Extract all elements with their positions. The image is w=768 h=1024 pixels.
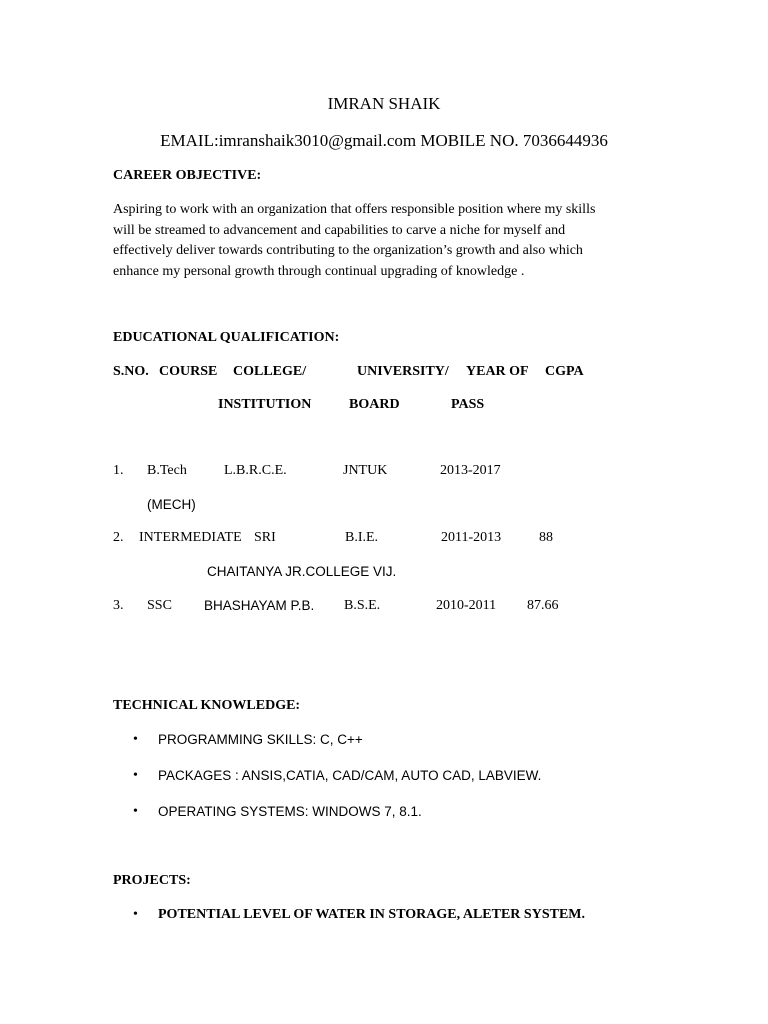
row3-cgpa: 87.66 xyxy=(527,598,559,613)
row1-course-sub: (MECH) xyxy=(147,497,196,512)
contact-line: EMAIL:imranshaik3010@gmail.com MOBILE NO. 7036644936 xyxy=(160,131,608,150)
row3-year: 2010-2011 xyxy=(436,598,497,613)
col-header-college: COLLEGE/ xyxy=(233,364,307,379)
project-item: POTENTIAL LEVEL OF WATER IN STORAGE, ALETER SYSTEM. xyxy=(158,907,585,922)
education-heading: EDUCATIONAL QUALIFICATION: xyxy=(113,330,340,345)
row2-board: B.I.E. xyxy=(345,530,379,545)
objective-line: Aspiring to work with an organization that offers responsible position where my skills xyxy=(113,202,596,217)
row1-college: L.B.R.C.E. xyxy=(224,463,287,478)
row2-course: INTERMEDIATE xyxy=(139,530,242,545)
technical-item: PROGRAMMING SKILLS: C, C++ xyxy=(158,732,363,747)
row2-cgpa: 88 xyxy=(539,530,553,545)
col-header-pass: PASS xyxy=(451,397,485,412)
objective-line: effectively deliver towards contributing to the organization’s growth and also which xyxy=(113,243,583,259)
resume-name: IMRAN SHAIK xyxy=(327,94,441,113)
col-header-board: BOARD xyxy=(349,397,400,412)
objective-line: will be streamed to advancement and capabilities to carve a niche for myself and xyxy=(113,222,566,238)
col-header-year: YEAR OF xyxy=(466,364,529,379)
col-header-university: UNIVERSITY/ xyxy=(357,364,449,379)
career-objective-heading: CAREER OBJECTIVE: xyxy=(113,168,262,183)
row1-year: 2013-2017 xyxy=(440,463,501,478)
row3-board: B.S.E. xyxy=(344,598,381,613)
row3-sno: 3. xyxy=(113,598,124,613)
col-header-cgpa: CGPA xyxy=(545,364,584,379)
bullet-icon: • xyxy=(133,907,138,922)
row2-college: SRI xyxy=(254,530,276,545)
col-header-institution: INSTITUTION xyxy=(218,397,312,412)
projects-heading: PROJECTS: xyxy=(113,873,191,888)
row1-board: JNTUK xyxy=(343,463,388,478)
objective-line: enhance my personal growth through continual upgrading of knowledge . xyxy=(113,264,525,280)
col-header-sno: S.NO. xyxy=(113,364,149,379)
bullet-icon: • xyxy=(133,768,138,783)
bullet-icon: • xyxy=(133,804,138,819)
technical-heading: TECHNICAL KNOWLEDGE: xyxy=(113,698,301,713)
row1-course: B.Tech xyxy=(147,463,187,478)
row2-year: 2011-2013 xyxy=(441,530,502,545)
row2-college-sub: CHAITANYA JR.COLLEGE VIJ. xyxy=(207,564,397,579)
career-objective-paragraph xyxy=(113,200,643,283)
col-header-course: COURSE xyxy=(159,364,218,379)
technical-item: PACKAGES : ANSIS,CATIA, CAD/CAM, AUTO CAD, LABVIEW. xyxy=(158,768,542,783)
row3-course: SSC xyxy=(147,598,172,613)
bullet-icon: • xyxy=(133,732,138,747)
technical-item: OPERATING SYSTEMS: WINDOWS 7, 8.1. xyxy=(158,804,422,819)
row3-college: BHASHAYAM P.B. xyxy=(204,598,315,613)
row1-sno: 1. xyxy=(113,463,124,478)
row2-sno: 2. xyxy=(113,530,124,545)
